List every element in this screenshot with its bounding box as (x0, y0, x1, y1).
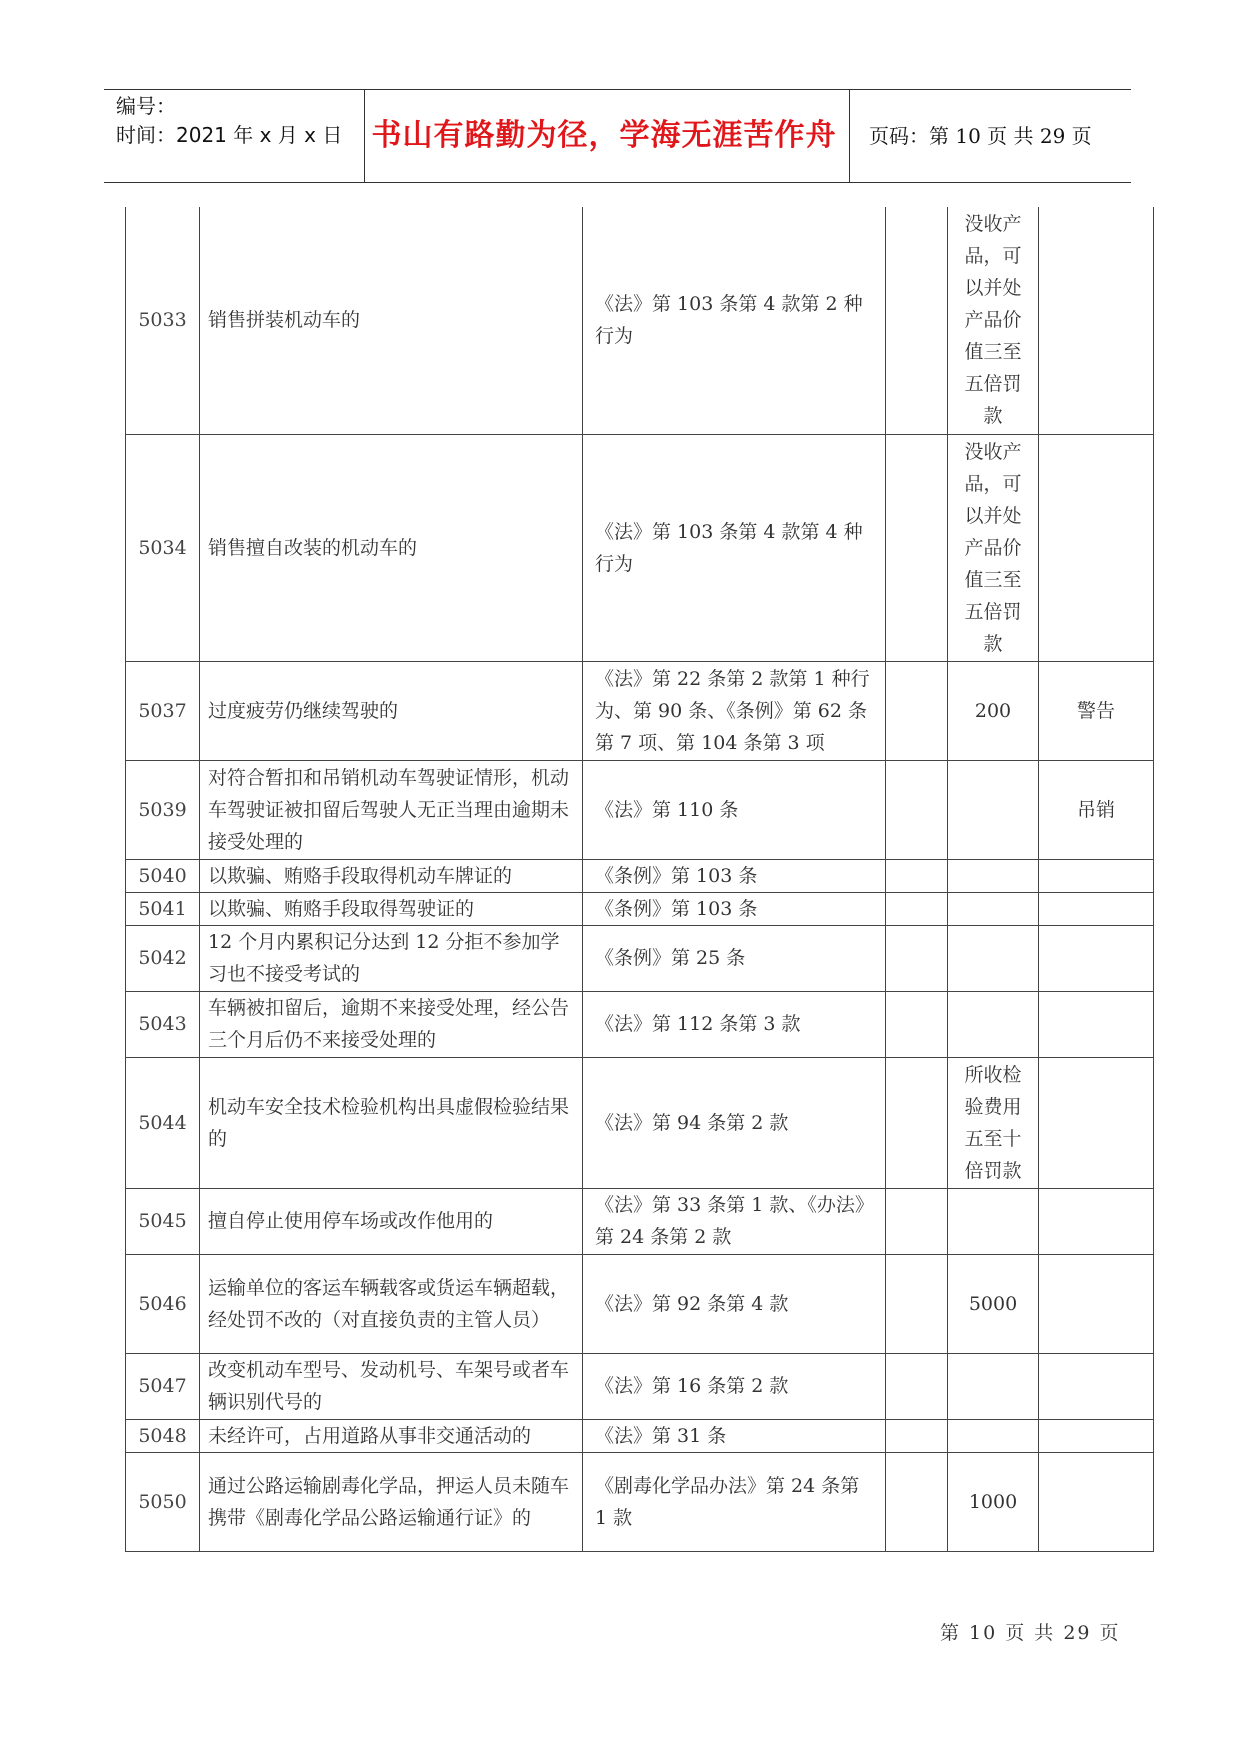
empty-cell (886, 207, 948, 434)
penalty-amount (948, 1419, 1039, 1452)
empty-cell (886, 1188, 948, 1254)
violation-code: 5039 (126, 760, 200, 859)
violation-code: 5050 (126, 1452, 200, 1551)
violation-description: 以欺骗、贿赂手段取得驾驶证的 (200, 892, 583, 925)
penalty-amount (948, 1188, 1039, 1254)
violation-code: 5047 (126, 1353, 200, 1419)
violation-code: 5034 (126, 434, 200, 661)
violation-code: 5040 (126, 859, 200, 892)
table-row (126, 760, 1154, 859)
violation-description: 通过公路运输剧毒化学品，押运人员未随车携带《剧毒化学品公路运输通行证》的 (200, 1452, 583, 1551)
empty-cell (886, 1419, 948, 1452)
other-penalty (1039, 1057, 1154, 1188)
violation-description: 车辆被扣留后，逾期不来接受处理，经公告三个月后仍不来接受处理的 (200, 991, 583, 1057)
table-row (126, 859, 1154, 892)
violation-code: 5048 (126, 1419, 200, 1452)
other-penalty (1039, 859, 1154, 892)
penalty-amount: 5000 (948, 1254, 1039, 1353)
violation-description: 运输单位的客运车辆载客或货运车辆超载，经处罚不改的（对直接负责的主管人员） (200, 1254, 583, 1353)
penalty-amount: 没收产品，可以并处产品价值三至五倍罚款 (948, 207, 1039, 434)
legal-basis: 《剧毒化学品办法》第 24 条第 1 款 (583, 1452, 886, 1551)
penalty-amount (948, 760, 1039, 859)
legal-basis: 《条例》第 103 条 (583, 859, 886, 892)
penalty-amount (948, 991, 1039, 1057)
violation-code: 5041 (126, 892, 200, 925)
table-row (126, 1452, 1154, 1551)
other-penalty (1039, 207, 1154, 434)
other-penalty (1039, 1452, 1154, 1551)
header-divider (849, 90, 850, 182)
empty-cell (886, 1452, 948, 1551)
legal-basis: 《法》第 22 条第 2 款第 1 种行为、第 90 条、《条例》第 62 条第 7 项、第 104 条第 3 项 (583, 661, 886, 760)
empty-cell (886, 1254, 948, 1353)
penalty-amount: 1000 (948, 1452, 1039, 1551)
empty-cell (886, 1353, 948, 1419)
legal-basis: 《法》第 31 条 (583, 1419, 886, 1452)
violation-description: 擅自停止使用停车场或改作他用的 (200, 1188, 583, 1254)
other-penalty (1039, 1254, 1154, 1353)
other-penalty (1039, 925, 1154, 991)
legal-basis: 《条例》第 25 条 (583, 925, 886, 991)
other-penalty (1039, 1419, 1154, 1452)
penalty-amount: 200 (948, 661, 1039, 760)
table-row (126, 892, 1154, 925)
violation-code: 5037 (126, 661, 200, 760)
violation-description: 对符合暂扣和吊销机动车驾驶证情形，机动车驾驶证被扣留后驾驶人无正当理由逾期未接受处理的 (200, 760, 583, 859)
table-row (126, 1057, 1154, 1188)
empty-cell (886, 434, 948, 661)
other-penalty (1039, 1188, 1154, 1254)
violation-code: 5046 (126, 1254, 200, 1353)
empty-cell (886, 661, 948, 760)
penalty-amount: 所收检验费用五至十倍罚款 (948, 1057, 1039, 1188)
table-row (126, 925, 1154, 991)
violation-table (125, 207, 1154, 1552)
legal-basis: 《法》第 92 条第 4 款 (583, 1254, 886, 1353)
header-meta (116, 92, 342, 150)
violation-description: 销售擅自改装的机动车的 (200, 434, 583, 661)
violation-code: 5044 (126, 1057, 200, 1188)
other-penalty (1039, 434, 1154, 661)
legal-basis: 《法》第 33 条第 1 款、《办法》第 24 条第 2 款 (583, 1188, 886, 1254)
other-penalty: 警告 (1039, 661, 1154, 760)
violation-description: 销售拼装机动车的 (200, 207, 583, 434)
other-penalty (1039, 1353, 1154, 1419)
violation-code: 5045 (126, 1188, 200, 1254)
penalty-amount (948, 859, 1039, 892)
violation-description: 12 个月内累积记分达到 12 分拒不参加学习也不接受考试的 (200, 925, 583, 991)
document-header (104, 89, 1131, 183)
legal-basis: 《法》第 16 条第 2 款 (583, 1353, 886, 1419)
table-row (126, 1353, 1154, 1419)
table-row (126, 1254, 1154, 1353)
legal-basis: 《法》第 110 条 (583, 760, 886, 859)
empty-cell (886, 892, 948, 925)
legal-basis: 《法》第 103 条第 4 款第 2 种行为 (583, 207, 886, 434)
empty-cell (886, 760, 948, 859)
legal-basis: 《条例》第 103 条 (583, 892, 886, 925)
table-row (126, 991, 1154, 1057)
other-penalty: 吊销 (1039, 760, 1154, 859)
table-row (126, 207, 1154, 434)
other-penalty (1039, 892, 1154, 925)
violation-code: 5042 (126, 925, 200, 991)
table-row (126, 434, 1154, 661)
violation-description: 过度疲劳仍继续驾驶的 (200, 661, 583, 760)
other-penalty (1039, 991, 1154, 1057)
document-number-label: 编号： (116, 94, 176, 118)
document-time-label: 时间：2021 年 x 月 x 日 (116, 123, 343, 147)
violation-code: 5043 (126, 991, 200, 1057)
empty-cell (886, 925, 948, 991)
header-page-label: 页码：第 10 页 共 29 页 (869, 124, 1092, 148)
violation-description: 改变机动车型号、发动机号、车架号或者车辆识别代号的 (200, 1353, 583, 1419)
page-footer: 第 10 页 共 29 页 (940, 1622, 1121, 1644)
empty-cell (886, 859, 948, 892)
violation-code: 5033 (126, 207, 200, 434)
violation-description: 未经许可，占用道路从事非交通活动的 (200, 1419, 583, 1452)
legal-basis: 《法》第 112 条第 3 款 (583, 991, 886, 1057)
penalty-amount (948, 1353, 1039, 1419)
penalty-amount: 没收产品，可以并处产品价值三至五倍罚款 (948, 434, 1039, 661)
penalty-amount (948, 925, 1039, 991)
penalty-amount (948, 892, 1039, 925)
violation-description: 以欺骗、贿赂手段取得机动车牌证的 (200, 859, 583, 892)
violation-description: 机动车安全技术检验机构出具虚假检验结果的 (200, 1057, 583, 1188)
legal-basis: 《法》第 103 条第 4 款第 4 种行为 (583, 434, 886, 661)
legal-basis: 《法》第 94 条第 2 款 (583, 1057, 886, 1188)
header-motto: 书山有路勤为径，学海无涯苦作舟 (371, 118, 837, 153)
empty-cell (886, 991, 948, 1057)
table-row (126, 661, 1154, 760)
table-row (126, 1188, 1154, 1254)
table-row (126, 1419, 1154, 1452)
empty-cell (886, 1057, 948, 1188)
